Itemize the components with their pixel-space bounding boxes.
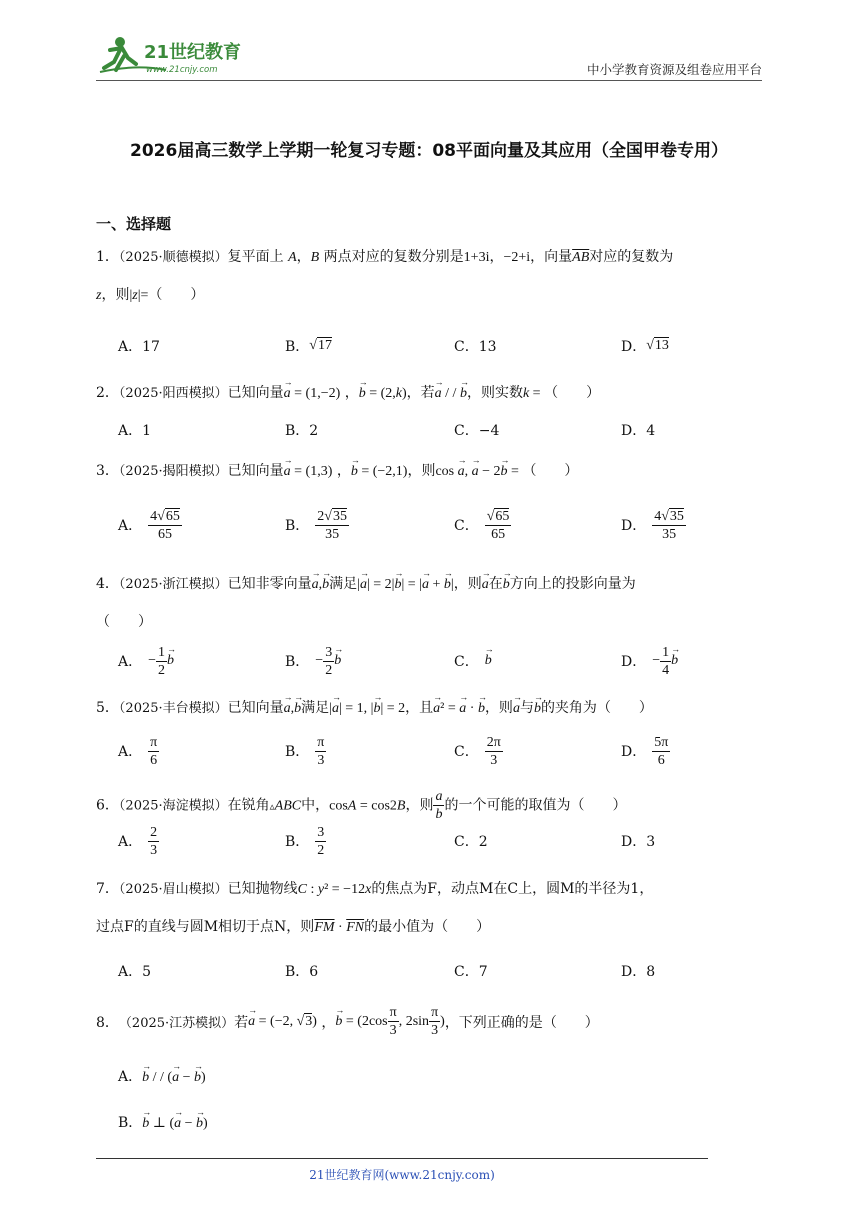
option-c[interactable]: C． $\frac{2\pi}{3}$ [454,734,501,768]
footer-link[interactable]: 21世纪教育网(www.21cnjy.com) [309,1168,495,1182]
option-d[interactable]: D．8 [621,964,656,980]
option-b[interactable]: B．→ b ⊥ (→ a − → b) [118,1112,208,1132]
option-b[interactable]: B． − $\frac{3}{2}$ → b [285,641,341,681]
option-b[interactable]: B．6 [285,964,319,980]
option-d[interactable]: D． − $\frac{1}{4}$ → b [621,641,678,681]
question-6: 6．（2025·海淀模拟）在锐角▵ABC中，cosA = cos2B，则 $\frac{a}{b}$ 的一个可能的取值为（ ） [96,789,627,822]
question-8: 8． （2025·江苏模拟） 若 → a = (−2, √3) ， → b = (2cos $\frac{\pi}{3}$ , 2sin $\frac{\pi}{3}$ ) ，下列正确的是 （ ） [96,1004,776,1039]
options-q4 [118,641,738,681]
option-c[interactable]: C．7 [454,964,488,980]
option-c[interactable]: C．2 [454,834,488,850]
option-a[interactable]: A．1 [118,423,152,439]
question-source: （2025·顺德模拟） [118,250,228,265]
footer-divider [96,1158,708,1159]
option-c[interactable]: C．13 [454,339,497,355]
section-heading: 一、选择题 [96,215,172,233]
option-a[interactable]: A．5 [118,964,152,980]
options-q5 [118,731,738,771]
options-q6 [118,821,738,861]
option-d[interactable]: D． $\frac{4√35}{35}$ [621,508,684,542]
answer-blank: （ ） [148,287,205,303]
option-b[interactable]: B． $\frac{\pi}{3}$ [285,734,325,768]
question-5: 5．（2025·丰台模拟）已知向量→ a,→ b满足|→ a| = 1, |→ b| = 2，且→ a² = → a · → b，则→ a与→ b的夹角为（ ） [96,697,776,717]
option-b[interactable]: B． $\frac{3}{2}$ [285,824,325,858]
options-q1 [118,326,738,366]
platform-name: 中小学教育资源及组卷应用平台 [586,62,762,77]
option-c[interactable]: C． → b [454,641,492,681]
option-d[interactable]: D． $\frac{5\pi}{6}$ [621,734,669,768]
option-c[interactable]: C．−4 [454,423,500,439]
header-divider [96,80,762,81]
page-header [96,34,762,80]
logo-url: www.21cnjy.com [146,65,218,75]
option-d[interactable]: D．3 [621,834,656,850]
option-c[interactable]: C． $\frac{√65}{65}$ [454,508,510,542]
option-b[interactable]: B． √17 [285,338,332,355]
question-number: 1． [96,249,119,265]
question-1: 1．（2025·顺德模拟）复平面上 A，B 两点对应的复数分别是1+3i，−2+i，向量$\overline{AB}$对应的复数为 z，则|z|=（ ） [96,249,674,303]
option-a[interactable]: A． $\frac{\pi}{6}$ [118,734,158,768]
logo-icon [96,34,266,76]
options-q3 [118,505,738,545]
logo-text: 21世纪教育 [144,42,242,63]
options-q2 [118,410,738,450]
option-b[interactable]: B． $\frac{2√35}{35}$ [285,508,347,542]
option-a[interactable]: A． $\frac{4√65}{65}$ [118,508,180,542]
option-a[interactable]: A． − $\frac{1}{2}$ → b [118,641,174,681]
option-b[interactable]: B．2 [285,423,319,439]
question-7: 7．（2025·眉山模拟）已知抛物线C : y² = −12x的焦点为F，动点M在C上，圆M的半径为1， 过点F的直线与圆M相切于点N，则$\overline{FM} \cdot \overline{FN}$的最小值为（ ） [96,881,654,935]
option-d[interactable]: D．4 [621,423,656,439]
question-2: 2．（2025·阳西模拟）已知向量→ a = (1,−2) ，→ b = (2,k)，若→ a / / → b，则实数k = （ ） [96,382,776,402]
options-q7 [118,951,738,991]
option-a[interactable]: A．17 [118,339,160,355]
option-a[interactable]: A．→ b / / (→ a − → b) [118,1066,206,1086]
option-a[interactable]: A． $\frac{2}{3}$ [118,824,158,858]
page-title: 2026届高三数学上学期一轮复习专题：08平面向量及其应用（全国甲卷专用） [130,141,728,161]
option-d[interactable]: D． √13 [621,338,669,355]
question-3: 3．（2025·揭阳模拟）已知向量→ a = (1,3) ，→ b = (−2,1)，则cos → a, → a − 2→ b = （ ） [96,460,776,480]
question-4: 4．（2025·浙江模拟）已知非零向量→ a,→ b满足|→ a| = 2|→ b| = |→ a + → b|，则→ a在→ b方向上的投影向量为 （ ） [96,573,776,631]
